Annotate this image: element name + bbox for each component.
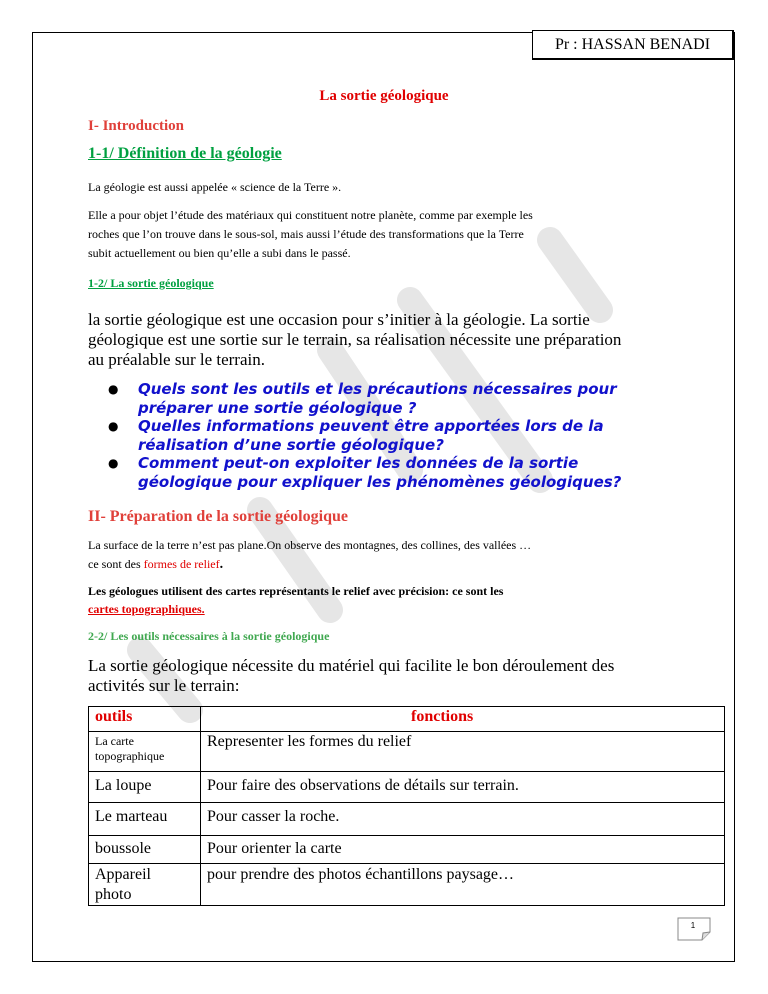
- tool-cell: La loupe: [89, 772, 201, 803]
- header-outils: outils: [89, 707, 201, 732]
- outils-paragraph-line-1: La sortie géologique nécessite du matériel qui facilite le bon déroulement des: [88, 656, 615, 675]
- relief-paragraph-line-1: La surface de la terre n’est pas plane.On observe des montagnes, des collines, des vallées …: [88, 538, 532, 552]
- function-cell: Pour faire des observations de détails sur terrain.: [201, 772, 725, 803]
- question-item: ● Comment peut-on exploiter les données de la sortie géologique pour expliquer les phénomènes géologiques?: [108, 454, 622, 491]
- tool-cell: Le marteau: [89, 803, 201, 836]
- bullet-icon: ●: [108, 382, 119, 396]
- function-cell: Pour casser la roche.: [201, 803, 725, 836]
- subsection-2-2-heading: 2-2/ Les outils nécessaires à la sortie géologique: [88, 629, 330, 643]
- cartes-paragraph-line-1: Les géologues utilisent des cartes représentants le relief avec précision: ce sont les: [88, 584, 504, 598]
- sortie-paragraph-line-1: la sortie géologique est une occasion pour s’initier à la géologie. La sortie: [88, 310, 590, 329]
- function-cell: pour prendre des photos échantillons paysage…: [201, 864, 725, 906]
- definition-paragraph-2-line-1: Elle a pour objet l’étude des matériaux qui constituent notre planète, comme par exemple les: [88, 208, 533, 222]
- sortie-paragraph-line-3: au préalable sur le terrain.: [88, 350, 265, 369]
- section1-heading: I- Introduction: [88, 118, 184, 134]
- questions-list: [108, 380, 688, 491]
- tool-cell: Appareil photo: [89, 864, 201, 906]
- relief-highlight: formes de relief: [143, 557, 220, 571]
- table-row: [89, 836, 725, 864]
- page-number: 1: [690, 921, 696, 930]
- outils-paragraph-line-2: activités sur le terrain:: [88, 676, 240, 695]
- cartes-topographiques-link: cartes topographiques.: [88, 602, 205, 616]
- definition-paragraph-2-line-3: subit actuellement ou bien qu’elle a subi dans le passé.: [88, 246, 351, 260]
- tools-table: [88, 706, 725, 906]
- table-row: [89, 864, 725, 906]
- relief-paragraph-line-2: ce sont des formes de relief.: [88, 557, 224, 572]
- subsection-1-2-heading: 1-2/ La sortie géologique: [88, 276, 214, 290]
- question-item: ● Quels sont les outils et les précautions nécessaires pour préparer une sortie géologique ?: [108, 380, 617, 417]
- page-title: La sortie géologique: [319, 88, 449, 104]
- function-cell: Pour orienter la carte: [201, 836, 725, 864]
- table-row: [89, 732, 725, 772]
- definition-paragraph-2-line-2: roches que l’on trouve dans le sous-sol, mais aussi l’étude des transformations que la Terre: [88, 227, 524, 241]
- bullet-icon: ●: [108, 456, 119, 470]
- question-item: ● Quelles informations peuvent être apportées lors de la réalisation d’une sortie géologique?: [108, 417, 604, 454]
- function-cell: Representer les formes du relief: [201, 732, 725, 772]
- sortie-paragraph-line-2: géologique est une sortie sur le terrain, sa réalisation nécessite une préparation: [88, 330, 622, 349]
- bullet-icon: ●: [108, 419, 119, 433]
- author-box: Pr : HASSAN BENADI: [532, 30, 734, 60]
- header-fonctions: fonctions: [201, 707, 725, 732]
- table-header-row: [89, 707, 725, 732]
- table-row: [89, 803, 725, 836]
- table-row: [89, 772, 725, 803]
- section2-heading: II- Préparation de la sortie géologique: [88, 508, 348, 525]
- subsection-1-1-heading: 1-1/ Définition de la géologie: [88, 145, 282, 162]
- definition-paragraph-1: La géologie est aussi appelée « science de la Terre ».: [88, 180, 342, 194]
- tool-cell: La carte topographique: [89, 732, 201, 772]
- tool-cell: boussole: [89, 836, 201, 864]
